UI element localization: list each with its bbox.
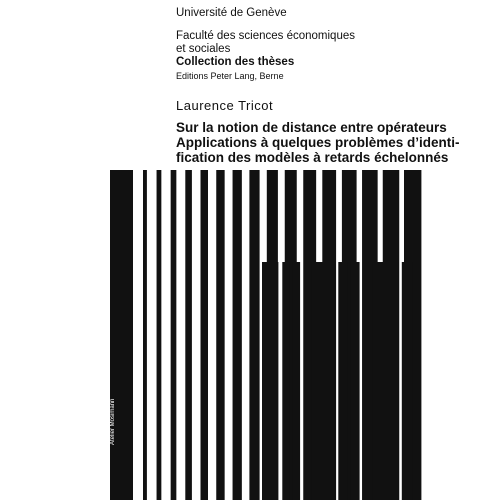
cover-art-stripe <box>201 170 209 500</box>
faculty-line-1: Faculté des sciences économiques <box>176 30 355 42</box>
cover-art-lower-stripe <box>350 262 359 500</box>
title-line-2: Applications à quelques problèmes d’identi- <box>176 135 460 150</box>
cover-art-lower-stripe <box>338 262 347 500</box>
publisher-name: Editions Peter Lang, Berne <box>176 71 284 81</box>
cover-art-lower-stripe <box>327 262 335 500</box>
cover-art-lower-stripe <box>389 262 399 500</box>
cover-art-stripe <box>157 170 162 500</box>
design-credit: Atelier Mosimann <box>110 398 116 445</box>
cover-art-lower-stripe <box>262 262 268 500</box>
cover-art-stripe <box>130 170 133 500</box>
cover-art-lower-stripe <box>315 262 323 500</box>
title-line-1: Sur la notion de distance entre opérateurs <box>176 120 447 135</box>
cover-art-lower-stripe <box>293 262 300 500</box>
cover-art-lower-stripe <box>304 262 312 500</box>
cover-art-lower-stripe <box>376 262 386 500</box>
cover-art-stripe <box>216 170 224 500</box>
cover-art-lower-stripe <box>272 262 278 500</box>
author-name: Laurence Tricot <box>176 98 274 113</box>
cover-art-lower-stripe <box>402 262 413 500</box>
collection-name: Collection des thèses <box>176 56 295 68</box>
cover-art-lower-stripe <box>282 262 289 500</box>
cover-art-stripe <box>143 170 147 500</box>
cover-art-solid-band <box>110 170 130 500</box>
cover-art-stripe <box>185 170 192 500</box>
cover-art-stripe <box>249 170 259 500</box>
title-line-3: fication des modèles à retards échelonnés <box>176 150 449 165</box>
cover-art-stripe <box>233 170 242 500</box>
university-name: Université de Genève <box>176 7 287 19</box>
faculty-line-2: et sociales <box>176 43 231 55</box>
cover-art-lower-stripe <box>363 262 373 500</box>
cover-art-stripe <box>171 170 177 500</box>
